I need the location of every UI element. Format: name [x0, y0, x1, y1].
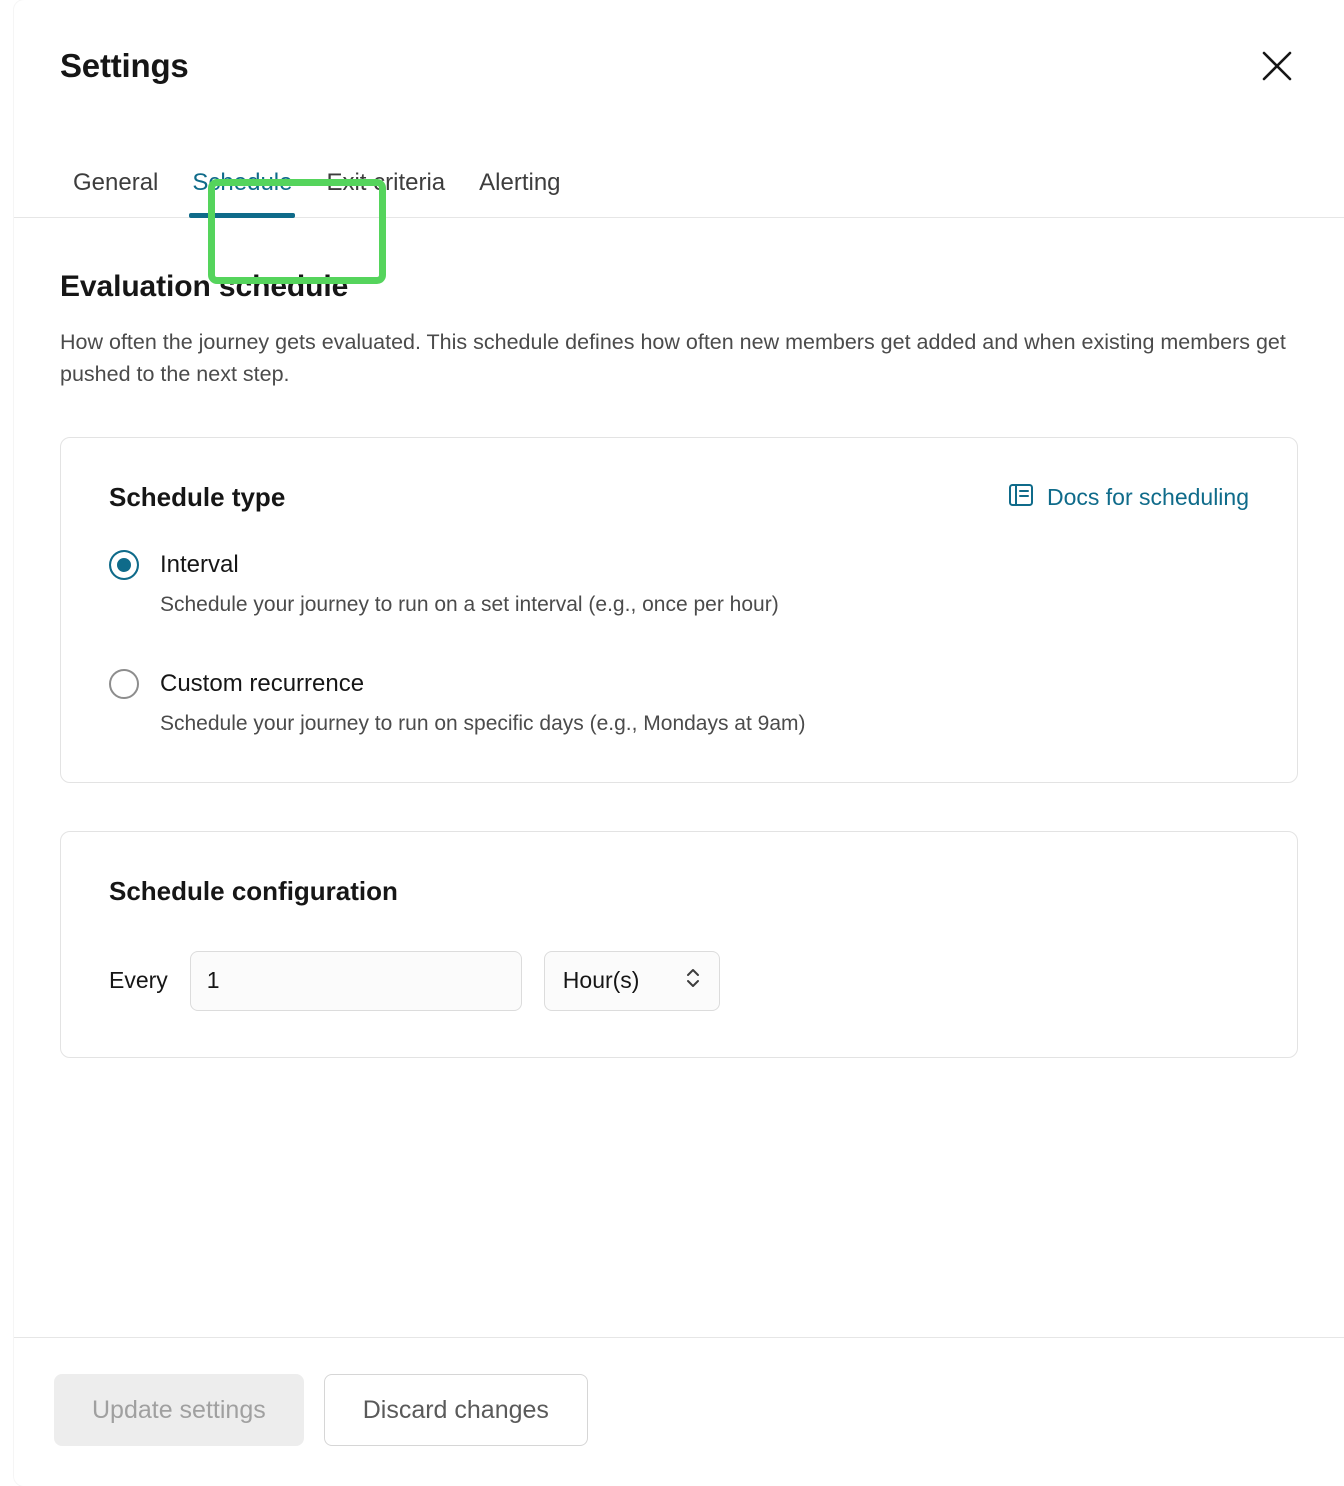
schedule-configuration-card	[60, 831, 1298, 1058]
page-title: Settings	[60, 47, 189, 84]
radio-custom-recurrence-indicator[interactable]	[109, 669, 139, 699]
radio-interval-indicator[interactable]	[109, 550, 139, 580]
modal-footer	[14, 1337, 1344, 1486]
radio-option-custom-recurrence[interactable]	[109, 669, 1249, 699]
book-icon	[1008, 482, 1034, 514]
evaluation-schedule-description: How often the journey gets evaluated. This schedule defines how often new members get added and when existing members get pushed to the next step.	[60, 330, 1286, 387]
tab-schedule[interactable]: Schedule	[175, 171, 309, 217]
tab-general[interactable]: General	[60, 171, 175, 217]
docs-for-scheduling-link[interactable]	[1008, 482, 1249, 514]
modal-header	[14, 0, 1344, 132]
radio-custom-recurrence-label: Custom recurrence	[160, 669, 365, 697]
evaluation-schedule-heading: Evaluation schedule	[60, 270, 349, 303]
interval-unit-select[interactable]	[544, 951, 720, 1011]
settings-modal	[14, 0, 1344, 1486]
chevron-updown-icon	[683, 965, 703, 997]
schedule-type-header	[109, 482, 1249, 514]
close-button[interactable]	[1254, 43, 1300, 89]
interval-unit-value: Hour(s)	[562, 967, 640, 993]
modal-body	[14, 218, 1344, 1337]
tab-alerting[interactable]: Alerting	[462, 171, 577, 217]
schedule-configuration-title: Schedule configuration	[109, 875, 398, 906]
discard-changes-button[interactable]: Discard changes	[324, 1374, 588, 1446]
interval-value-input[interactable]	[190, 951, 522, 1011]
docs-link-label: Docs for scheduling	[1047, 484, 1249, 510]
close-icon	[1260, 49, 1294, 83]
radio-custom-recurrence-help: Schedule your journey to run on specific days (e.g., Mondays at 9am)	[160, 711, 806, 735]
schedule-configuration-row	[109, 951, 1249, 1011]
tab-exit-criteria[interactable]: Exit criteria	[309, 171, 462, 217]
every-label: Every	[109, 967, 168, 993]
radio-option-interval[interactable]	[109, 550, 1249, 580]
tabs-bar	[14, 132, 1344, 218]
radio-interval-help: Schedule your journey to run on a set interval (e.g., once per hour)	[160, 592, 779, 616]
update-settings-button[interactable]: Update settings	[54, 1374, 304, 1446]
schedule-type-card	[60, 437, 1298, 783]
schedule-type-title: Schedule type	[109, 482, 286, 512]
radio-interval-label: Interval	[160, 550, 239, 578]
